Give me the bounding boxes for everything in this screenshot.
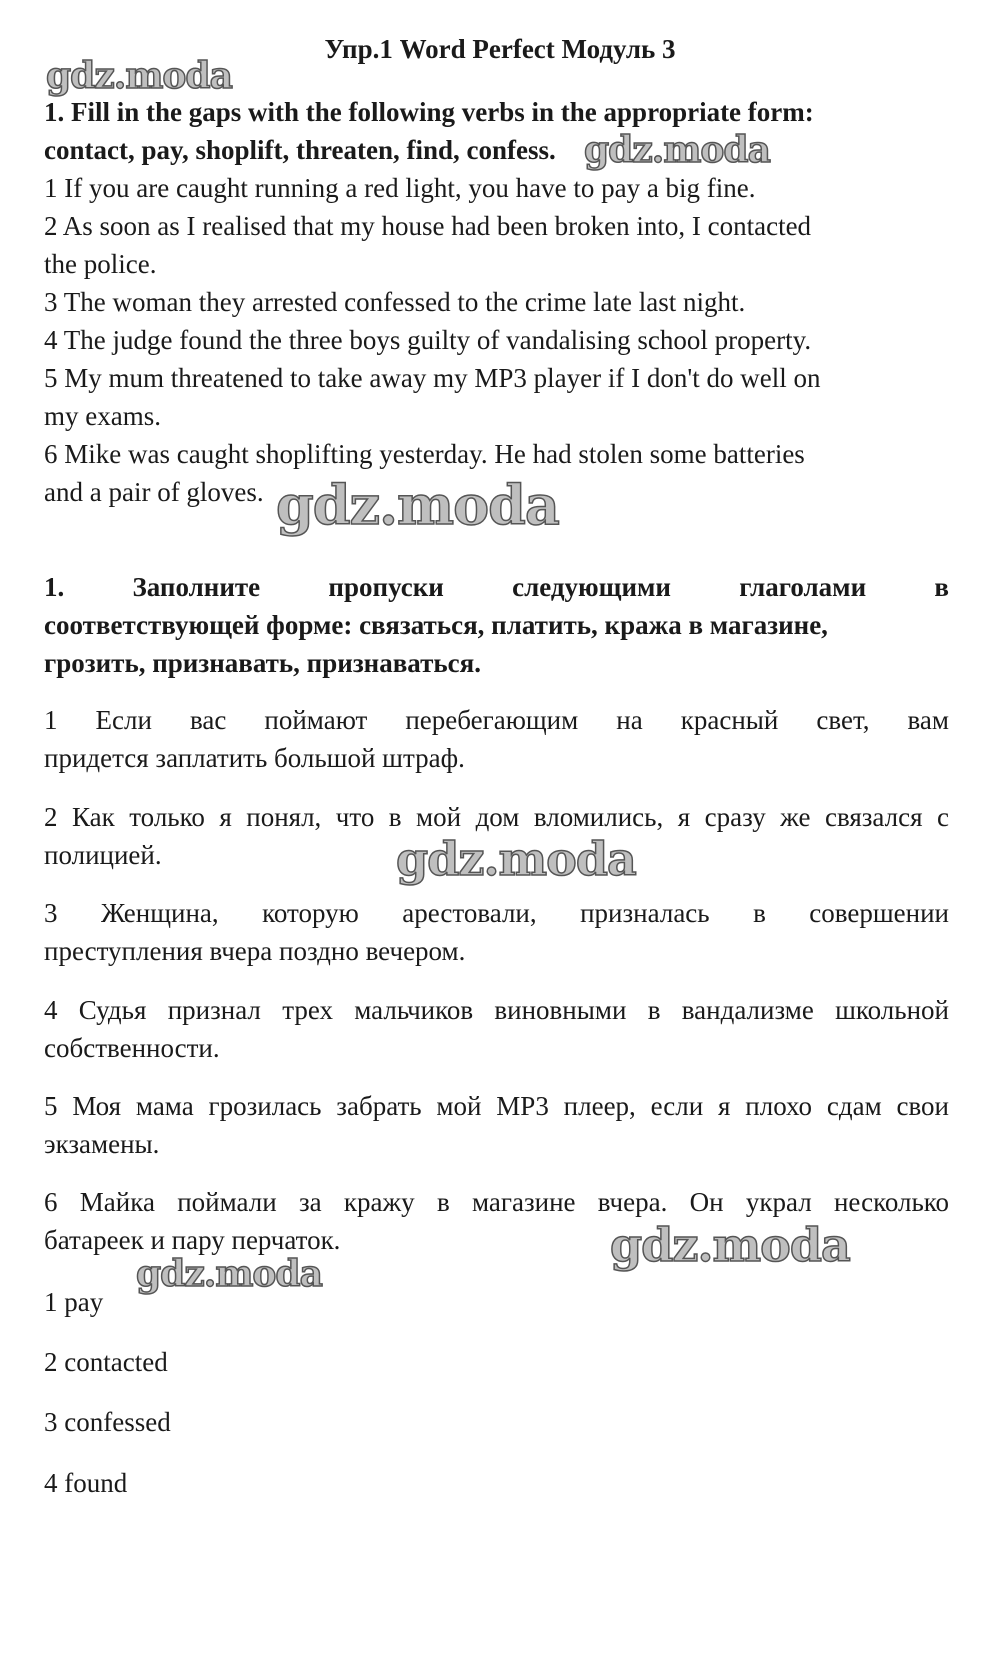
russian-item-line: полицией. (44, 840, 162, 870)
russian-item-line: собственности. (44, 1033, 220, 1063)
page-title: Упр.1 Word Perfect Модуль 3 (324, 34, 676, 64)
russian-item-line: батареек и пару перчаток. (44, 1225, 341, 1255)
russian-item-line: преступления вчера поздно вечером. (44, 936, 466, 966)
answer-item: 1 pay (44, 1287, 104, 1317)
russian-item-line: 5 Моя мама грозилась забрать мой MP3 плеер, если я плохо сдам свои (44, 1091, 949, 1121)
answer-item: 3 confessed (44, 1407, 171, 1437)
answer-item: 4 found (44, 1468, 128, 1498)
english-line: 4 The judge found the three boys guilty of vandalising school property. (44, 325, 812, 355)
watermark: gdz.moda (46, 55, 232, 97)
russian-item-line: 4 Судья признал трех мальчиков виновными в вандализме школьной (44, 995, 949, 1025)
english-line: the police. (44, 249, 157, 279)
watermark: gdz.moda (396, 832, 636, 886)
russian-instruction-line-3: грозить, признавать, признаваться. (44, 648, 481, 678)
russian-item-line: 2 Как только я понял, что в мой дом вломились, я сразу же связался с (44, 802, 949, 832)
english-instruction-line-2: contact, pay, shoplift, threaten, find, confess. (44, 135, 556, 165)
english-line: 2 As soon as I realised that my house had been broken into, I contacted (44, 211, 812, 241)
english-line: 6 Mike was caught shoplifting yesterday. He had stolen some batteries (44, 439, 805, 469)
english-line: my exams. (44, 401, 161, 431)
russian-item-line: 6 Майка поймали за кражу в магазине вчера. Он украл несколько (44, 1187, 949, 1217)
watermark: gdz.moda (610, 1218, 850, 1272)
watermark: gdz.moda (584, 129, 770, 171)
english-line: 5 My mum threatened to take away my MP3 player if I don't do well on (44, 363, 821, 393)
english-line: 3 The woman they arrested confessed to the crime late last night. (44, 287, 746, 317)
russian-instruction-line-2: соответствующей форме: связаться, платить, кража в магазине, (44, 610, 828, 640)
russian-item-line: 1 Если вас поймают перебегающим на красный свет, вам (44, 705, 949, 735)
russian-item-line: экзамены. (44, 1129, 160, 1159)
english-line: 1 If you are caught running a red light, you have to pay a big fine. (44, 173, 756, 203)
english-instruction-line-1: 1. Fill in the gaps with the following verbs in the appropriate form: (44, 97, 814, 127)
watermark: gdz.moda (276, 473, 559, 537)
russian-instruction-line-1: 1. Заполните пропуски следующими глаголами в (44, 572, 949, 602)
watermark: gdz.moda (136, 1253, 322, 1295)
english-line: and a pair of gloves. (44, 477, 264, 507)
russian-item-line: 3 Женщина, которую арестовали, призналась в совершении (44, 898, 949, 928)
russian-item-line: придется заплатить большой штраф. (44, 743, 465, 773)
answer-item: 2 contacted (44, 1347, 168, 1377)
